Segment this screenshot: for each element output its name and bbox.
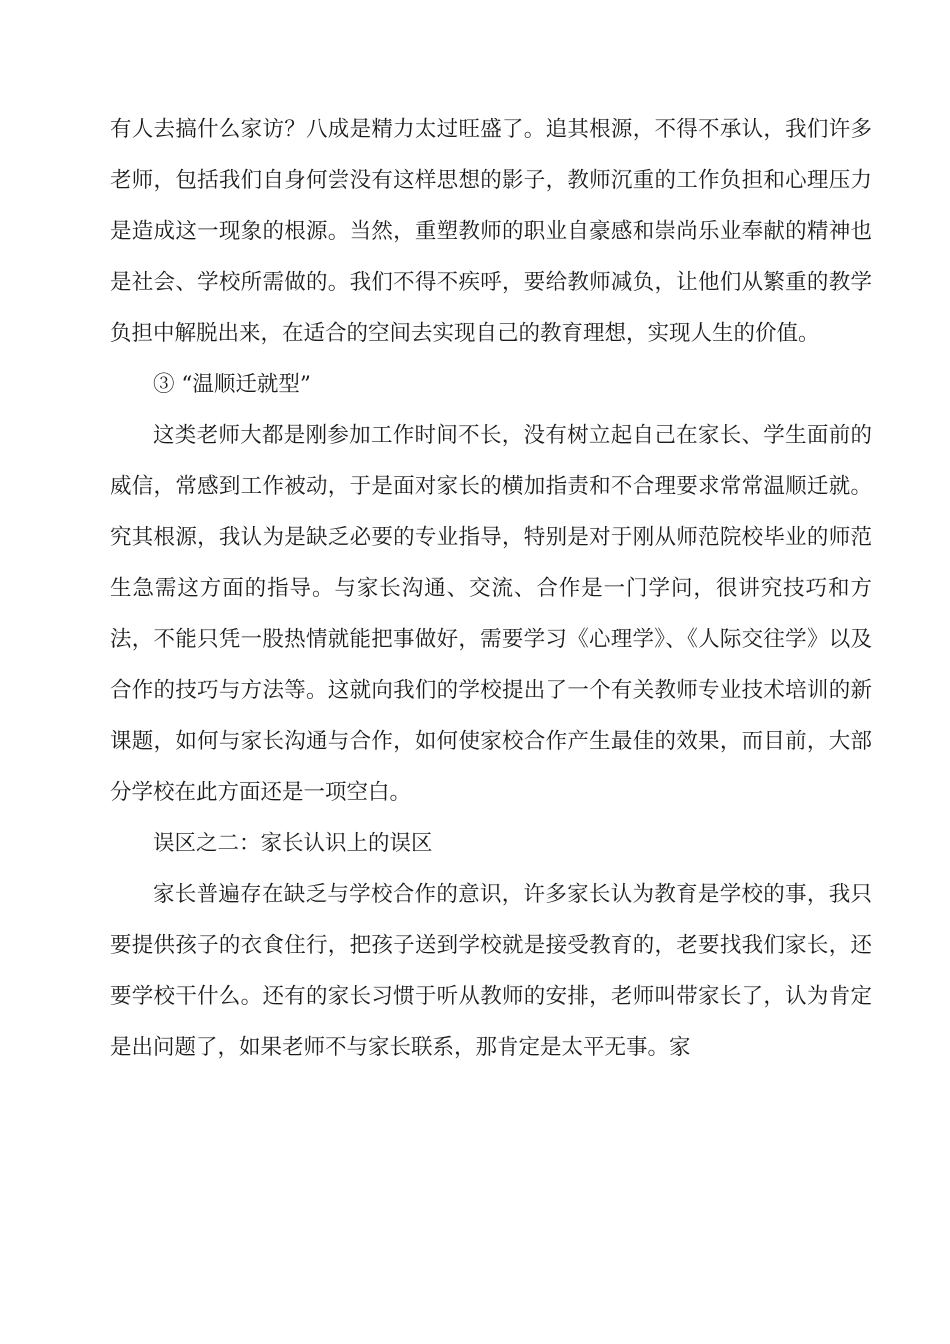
document-body — [110, 104, 872, 1073]
body-paragraph: 家长普遍存在缺乏与学校合作的意识，许多家长认为教育是学校的事，我只要提供孩子的衣食住行，把孩子送到学校就是接受教育的，老要找我们家长，还要学校干什么。还有的家长习惯于听从教师的安排，老师叫带家长了，认为肯定是出问题了，如果老师不与家长联系，那肯定是太平无事。家 — [110, 882, 872, 1060]
body-paragraph: 有人去搞什么家访？八成是精力太过旺盛了。追其根源，不得不承认，我们许多老师，包括我们自身何尝没有这样思想的影子，教师沉重的工作负担和心理压力是造成这一现象的根源。当然，重塑教师的职业自豪感和崇尚乐业奉献的精神也是社会、学校所需做的。我们不得不疾呼，要给教师减负，让他们从繁重的教学负担中解脱出来，在适合的空间去实现自己的教育理想，实现人生的价值。 — [110, 117, 872, 346]
section-heading-gentle-type: ③ “温顺迁就型” — [153, 372, 311, 397]
body-paragraph: 这类老师大都是刚参加工作时间不长，没有树立起自己在家长、学生面前的威信，常感到工作被动，于是面对家长的横加指责和不合理要求常常温顺迁就。究其根源，我认为是缺乏必要的专业指导，特别是对于刚从师范院校毕业的师范生急需这方面的指导。与家长沟通、交流、合作是一门学问，很讲究技巧和方法，不能只凭一股热情就能把事做好，需要学习《心理学》、《人际交往学》以及合作的技巧与方法等。这就向我们的学校提出了一个有关教师专业技术培训的新课题，如何与家长沟通与合作，如何使家校合作产生最佳的效果，而目前，大部分学校在此方面还是一项空白。 — [110, 423, 872, 805]
section-heading-parent-misconception: 误区之二：家长认识上的误区 — [153, 831, 433, 856]
